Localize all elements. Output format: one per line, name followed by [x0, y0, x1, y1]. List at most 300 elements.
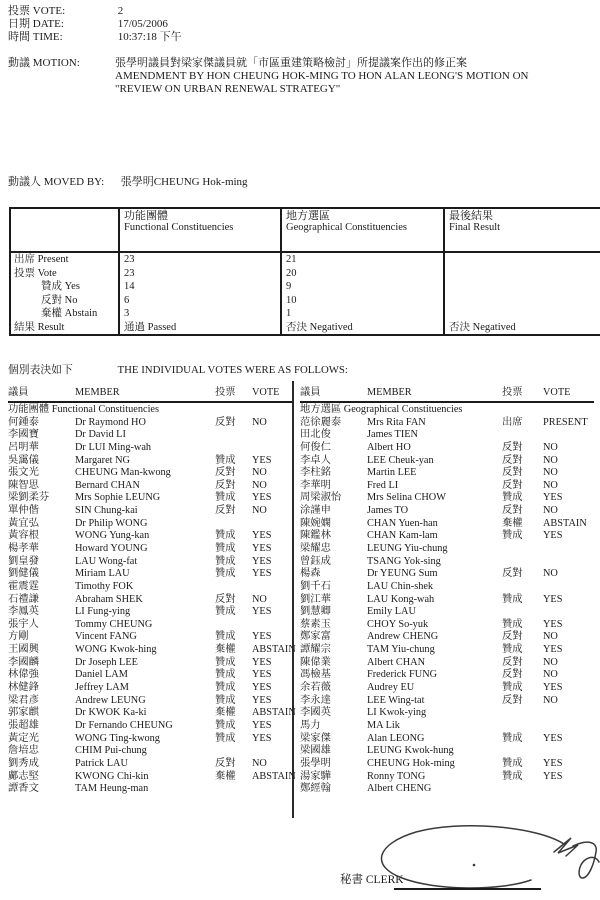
- date-value: 17/05/2006: [117, 18, 168, 30]
- member-row: [8, 644, 296, 657]
- member-vote-en: ABSTAIN: [252, 707, 296, 719]
- member-vote-cn: 贊成: [215, 631, 236, 643]
- member-row: [8, 442, 292, 455]
- functional-section-cn: 功能團體: [8, 404, 50, 415]
- member-name-cn: 梁耀忠: [300, 543, 331, 554]
- member-name-en: Margaret NG: [75, 454, 130, 466]
- member-vote-en: [252, 619, 292, 632]
- member-row: [300, 429, 594, 442]
- individual-votes-intro-cn: 個別表決如下: [8, 364, 73, 376]
- present-gc-value: 21: [281, 252, 444, 267]
- member-vote-cn: [502, 581, 543, 594]
- member-name-en: KWONG Chi-kin: [75, 770, 149, 782]
- member-vote-cn: 反對: [215, 416, 236, 428]
- member-name-cn: 曾鈺成: [300, 555, 331, 567]
- member-name-cn: 涂謹申: [300, 505, 331, 517]
- summary-row-vote: [10, 267, 600, 281]
- member-name-cn: 鄭家富: [300, 631, 331, 643]
- member-name-en: LAU Kong-wah: [367, 593, 435, 605]
- member-row: [300, 733, 594, 746]
- member-vote-en: YES: [252, 732, 272, 744]
- member-name-cn: 何鍾泰: [8, 416, 39, 428]
- member-row: [300, 581, 594, 594]
- member-name-cn: 蔡素玉: [300, 618, 331, 630]
- member-vote-en: YES: [252, 682, 272, 694]
- member-vote-cn: 反對: [502, 669, 523, 681]
- member-row: [8, 594, 292, 607]
- member-row: [300, 771, 594, 784]
- time-row: [8, 31, 182, 44]
- member-name-en: Dr Raymond HO: [75, 416, 146, 428]
- vote-fc-value: 23: [119, 267, 281, 281]
- member-vote-en: [543, 720, 594, 733]
- summary-corner-cell: [10, 208, 119, 252]
- member-name-en: Jeffrey LAM: [75, 682, 129, 694]
- member-vote-cn: 反對: [215, 505, 236, 517]
- member-name-en: CHEUNG Hok-ming: [367, 757, 455, 769]
- member-name-en: Vincent FANG: [75, 631, 137, 643]
- member-vote-en: YES: [252, 694, 272, 706]
- member-row: [8, 606, 292, 619]
- member-vote-cn: [215, 783, 252, 796]
- member-vote-cn: 贊成: [502, 618, 523, 630]
- member-name-en: Patrick LAU: [75, 757, 128, 769]
- geographical-section-title: [300, 404, 594, 417]
- member-name-en: Audrey EU: [367, 682, 415, 694]
- member-name-cn: 吳靄儀: [8, 454, 39, 466]
- member-row: [8, 581, 292, 594]
- member-vote-en: NO: [543, 669, 558, 681]
- member-name-cn: 霍震霆: [8, 580, 39, 592]
- member-vote-cn: 贊成: [215, 530, 236, 542]
- member-vote-en: YES: [252, 530, 272, 542]
- present-fr-value: [444, 252, 600, 267]
- member-vote-en: NO: [543, 454, 558, 466]
- member-vote-cn: [502, 606, 543, 619]
- member-vote-cn: 贊成: [502, 530, 523, 542]
- member-name-cn: 李華明: [300, 479, 331, 491]
- member-vote-cn: 反對: [215, 479, 236, 491]
- no-fc-value: 6: [119, 294, 281, 308]
- member-row: [8, 695, 292, 708]
- member-name-cn: 劉皇發: [8, 555, 39, 567]
- member-name-en: LEE Cheuk-yan: [367, 454, 434, 466]
- member-vote-en: YES: [543, 770, 563, 782]
- member-name-cn: 黃宜弘: [8, 517, 39, 529]
- member-name-cn: 方剛: [8, 631, 29, 643]
- member-vote-cn: 反對: [215, 467, 236, 479]
- member-vote-cn: 反對: [215, 593, 236, 605]
- member-vote-en: [543, 429, 594, 442]
- member-name-en: Andrew CHENG: [367, 631, 439, 643]
- member-vote-en: YES: [543, 618, 563, 630]
- abstain-label: 棄權 Abstain: [10, 307, 119, 321]
- member-name-en: Dr YEUNG Sum: [367, 568, 438, 580]
- member-row: [8, 505, 292, 518]
- moved-by-label: 動議人 MOVED BY:: [8, 176, 105, 188]
- member-vote-en: NO: [543, 568, 558, 580]
- member-row: [300, 783, 594, 796]
- member-name-en: CHAN Kam-lam: [367, 530, 438, 542]
- member-vote-cn: 反對: [502, 568, 523, 580]
- member-name-cn: 陳智思: [8, 479, 39, 491]
- member-vote-cn: 反對: [502, 656, 523, 668]
- functional-member-list: [8, 416, 296, 796]
- member-name-cn: 張學明: [300, 757, 331, 769]
- member-vote-en: YES: [252, 555, 272, 567]
- individual-votes-intro: [8, 364, 348, 377]
- member-vote-cn: 贊成: [502, 492, 523, 504]
- member-vote-cn: 棄權: [502, 517, 523, 529]
- member-row: [300, 720, 594, 733]
- member-name-cn: 陳鑑林: [300, 530, 331, 542]
- member-vote-en: NO: [252, 479, 267, 491]
- member-vote-en: YES: [543, 492, 563, 504]
- member-name-cn: 余若薇: [300, 682, 331, 694]
- member-vote-en: [252, 518, 292, 531]
- member-vote-en: NO: [543, 631, 558, 643]
- member-name-en: LEE Wing-tat: [367, 694, 425, 706]
- abstain-fc-value: 3: [119, 307, 281, 321]
- member-vote-en: [543, 783, 594, 796]
- vote-header-en: VOTE: [252, 387, 280, 398]
- member-name-cn: 譚香文: [8, 783, 39, 795]
- vote-fr-value: [444, 267, 600, 281]
- summary-col-geographical: [281, 208, 444, 252]
- member-name-en: LI Kwok-ying: [367, 707, 427, 719]
- member-vote-cn: 贊成: [215, 568, 236, 580]
- motion-line-english-1: AMENDMENT BY HON CHEUNG HOK-MING TO HON ALAN LEONG'S MOTION ON: [115, 69, 529, 82]
- member-name-cn: 李鳳英: [8, 606, 39, 618]
- member-vote-cn: 反對: [502, 694, 523, 706]
- member-name-en: Mrs Sophie LEUNG: [75, 492, 161, 504]
- vote-header-cn: 投票: [502, 387, 523, 398]
- member-vote-en: [252, 745, 292, 758]
- present-label: 出席 Present: [10, 252, 119, 267]
- member-name-en: James TO: [367, 505, 409, 517]
- member-row: [8, 682, 292, 695]
- abstain-fr-value: [444, 307, 600, 321]
- member-name-en: Dr David LI: [75, 429, 126, 441]
- member-row: [300, 758, 594, 771]
- member-name-cn: 張文光: [8, 467, 39, 479]
- vote-number-label: 投票 VOTE:: [8, 5, 66, 17]
- moved-by-value: 張學明CHEUNG Hok-ming: [120, 176, 248, 188]
- member-name-en: Daniel LAM: [75, 669, 128, 681]
- member-vote-en: NO: [252, 757, 267, 769]
- member-row: [8, 631, 292, 644]
- member-name-en: LI Fung-ying: [75, 606, 131, 618]
- member-vote-cn: 反對: [502, 631, 523, 643]
- member-vote-cn: 贊成: [215, 492, 236, 504]
- member-row: [8, 619, 292, 632]
- member-vote-cn: [215, 745, 252, 758]
- result-gc-value: 否決 Negatived: [281, 321, 444, 336]
- member-name-en: WONG Yung-kan: [75, 530, 150, 542]
- member-vote-en: NO: [543, 694, 558, 706]
- member-name-cn: 湯家驊: [300, 770, 331, 782]
- motion-block: [8, 57, 585, 95]
- member-vote-cn: 反對: [502, 441, 523, 453]
- member-vote-cn: 棄權: [215, 644, 236, 656]
- member-vote-cn: 出席: [502, 416, 523, 428]
- member-vote-cn: 贊成: [215, 656, 236, 668]
- column-divider-line: [292, 381, 294, 818]
- member-name-cn: 梁劉柔芬: [8, 492, 50, 504]
- member-name-en: Dr Philip WONG: [75, 517, 148, 529]
- member-vote-cn: [502, 543, 543, 556]
- summary-row-result: [10, 321, 600, 336]
- member-name-en: CHIM Pui-chung: [75, 745, 147, 757]
- member-vote-cn: 贊成: [215, 694, 236, 706]
- no-fr-value: [444, 294, 600, 308]
- member-row: [8, 480, 292, 493]
- member-name-en: CHAN Yuen-han: [367, 517, 438, 529]
- functional-column-header: [8, 386, 292, 403]
- member-name-cn: 張超雄: [8, 719, 39, 731]
- member-vote-en: NO: [252, 467, 267, 479]
- member-name-cn: 梁君彥: [8, 694, 39, 706]
- member-name-en: SIN Chung-kai: [75, 505, 138, 517]
- member-row: [8, 758, 292, 771]
- member-name-en: Albert HO: [367, 441, 411, 453]
- vote-summary-table: [9, 207, 600, 336]
- member-vote-en: NO: [252, 505, 267, 517]
- member-vote-en: [252, 783, 292, 796]
- vote-number-value: 2: [117, 5, 124, 17]
- member-vote-cn: 贊成: [215, 606, 236, 618]
- member-name-en: Martin LEE: [367, 467, 417, 479]
- member-vote-en: YES: [252, 719, 272, 731]
- member-name-en: Mrs Selina CHOW: [367, 492, 446, 504]
- member-name-en: Abraham SHEK: [75, 593, 143, 605]
- member-name-cn: 李柱銘: [300, 467, 331, 479]
- yes-label: 贊成 Yes: [10, 280, 119, 294]
- member-name-en: Emily LAU: [367, 606, 416, 618]
- member-vote-en: YES: [252, 656, 272, 668]
- member-row: [8, 530, 292, 543]
- member-vote-en: [543, 606, 594, 619]
- member-row: [8, 455, 292, 468]
- member-name-en: James TIEN: [367, 429, 418, 441]
- member-name-cn: 林健鋒: [8, 682, 39, 694]
- member-row: [300, 543, 594, 556]
- document-header: [8, 5, 182, 44]
- member-header-en: MEMBER: [75, 387, 120, 398]
- member-vote-cn: [502, 745, 543, 758]
- date-row: [8, 18, 182, 31]
- member-vote-cn: 贊成: [502, 732, 523, 744]
- member-vote-en: YES: [543, 757, 563, 769]
- member-row: [300, 695, 594, 708]
- motion-line-english-2: "REVIEW ON URBAN RENEWAL STRATEGY": [115, 82, 341, 95]
- member-name-cn: 陳婉嫻: [300, 517, 331, 529]
- member-vote-cn: [502, 783, 543, 796]
- summary-row-yes: [10, 280, 600, 294]
- member-name-cn: 王國興: [8, 644, 39, 656]
- member-vote-en: NO: [543, 479, 558, 491]
- member-vote-cn: [215, 581, 252, 594]
- member-row: [8, 770, 296, 784]
- vote-number-row: [8, 5, 182, 18]
- member-row: [8, 429, 292, 442]
- member-name-en: Bernard CHAN: [75, 479, 140, 491]
- functional-votes-column: [8, 386, 296, 796]
- member-vote-cn: 反對: [502, 467, 523, 479]
- member-vote-en: [252, 429, 292, 442]
- member-vote-en: [543, 543, 594, 556]
- member-row: [8, 467, 292, 480]
- member-name-en: Tommy CHEUNG: [75, 618, 153, 630]
- member-vote-en: [543, 707, 594, 720]
- member-name-en: LAU Chin-shek: [367, 580, 434, 592]
- member-name-en: LAU Wong-fat: [75, 555, 138, 567]
- member-name-en: Dr KWOK Ka-ki: [75, 707, 147, 719]
- member-vote-en: ABSTAIN: [252, 770, 296, 782]
- member-vote-en: YES: [543, 682, 563, 694]
- member-vote-cn: 贊成: [215, 454, 236, 466]
- member-row: [300, 568, 594, 581]
- member-row: [300, 644, 594, 657]
- member-vote-cn: 贊成: [502, 757, 523, 769]
- individual-votes-intro-en: THE INDIVIDUAL VOTES WERE AS FOLLOWS:: [117, 364, 348, 376]
- member-name-en: Miriam LAU: [75, 568, 130, 580]
- member-name-cn: 馮檢基: [300, 669, 331, 681]
- clerk-signature-line: [394, 888, 541, 890]
- member-row: [300, 619, 594, 632]
- member-vote-en: [543, 556, 594, 569]
- time-value: 10:37:18 下午: [117, 31, 182, 43]
- member-name-cn: 詹培忠: [8, 745, 39, 757]
- member-name-cn: 黃定光: [8, 732, 39, 744]
- functional-section-en: Functional Constituencies: [51, 404, 160, 415]
- functional-section-title: [8, 404, 292, 417]
- member-name-cn: 李國麟: [8, 656, 39, 668]
- member-vote-en: NO: [252, 593, 267, 605]
- motion-text: [115, 57, 585, 95]
- vote-label: 投票 Vote: [10, 267, 119, 281]
- member-name-cn: 李卓人: [300, 454, 331, 466]
- member-name-cn: 黃容根: [8, 530, 39, 542]
- moved-by-row: [8, 176, 248, 189]
- member-vote-cn: 棄權: [215, 707, 236, 719]
- member-name-en: LEUNG Kwok-hung: [367, 745, 454, 757]
- member-vote-en: ABSTAIN: [543, 517, 587, 529]
- member-name-cn: 劉秀成: [8, 757, 39, 769]
- member-name-cn: 李國寶: [8, 429, 39, 441]
- member-name-cn: 譚耀宗: [300, 644, 331, 656]
- member-vote-en: YES: [252, 606, 272, 618]
- member-vote-cn: 贊成: [215, 669, 236, 681]
- member-name-cn: 劉千石: [300, 580, 331, 592]
- member-name-en: Dr Joseph LEE: [75, 656, 138, 668]
- member-row: [300, 682, 594, 695]
- summary-row-present: [10, 252, 600, 267]
- summary-row-abstain: [10, 307, 600, 321]
- member-name-cn: 劉江華: [300, 593, 331, 605]
- member-vote-cn: 贊成: [502, 593, 523, 605]
- member-row: [8, 657, 292, 670]
- member-vote-en: YES: [543, 644, 563, 656]
- member-name-cn: 周梁淑怡: [300, 492, 342, 504]
- member-name-en: Ronny TONG: [367, 770, 426, 782]
- member-row: [300, 669, 594, 682]
- member-vote-en: YES: [252, 568, 272, 580]
- member-vote-cn: 贊成: [215, 719, 236, 731]
- member-row: [8, 518, 292, 531]
- member-row: [8, 568, 292, 581]
- member-row: [8, 707, 296, 720]
- member-vote-cn: [215, 429, 252, 442]
- member-vote-en: YES: [252, 631, 272, 643]
- member-vote-en: YES: [543, 530, 563, 542]
- member-name-en: Dr Fernando CHEUNG: [75, 719, 173, 731]
- member-name-cn: 郭家麒: [8, 707, 39, 719]
- member-row: [8, 543, 292, 556]
- member-name-en: Fred LI: [367, 479, 399, 491]
- member-name-cn: 田北俊: [300, 429, 331, 441]
- geographical-header-en: Geographical Constituencies: [286, 222, 408, 233]
- member-name-cn: 劉健儀: [8, 568, 39, 580]
- final-result-header-en: Final Result: [449, 222, 501, 233]
- member-name-cn: 劉慧卿: [300, 606, 331, 618]
- vote-gc-value: 20: [281, 267, 444, 281]
- member-vote-cn: 反對: [502, 454, 523, 466]
- member-vote-en: NO: [543, 467, 558, 479]
- member-name-en: Andrew LEUNG: [75, 694, 146, 706]
- member-vote-cn: [502, 429, 543, 442]
- abstain-gc-value: 1: [281, 307, 444, 321]
- member-name-en: LEUNG Yiu-chung: [367, 543, 448, 554]
- member-vote-cn: 反對: [502, 479, 523, 491]
- member-row: [8, 733, 292, 746]
- result-fc-value: 通過 Passed: [119, 321, 281, 336]
- member-vote-cn: 棄權: [215, 770, 236, 782]
- member-row: [300, 594, 594, 607]
- member-name-cn: 鄭經翰: [300, 783, 331, 795]
- member-vote-cn: 贊成: [502, 644, 523, 656]
- member-row: [300, 657, 594, 670]
- member-vote-en: YES: [252, 669, 272, 681]
- member-row: [300, 505, 594, 518]
- member-row: [300, 455, 594, 468]
- member-row: [300, 442, 594, 455]
- member-vote-cn: 贊成: [215, 555, 236, 567]
- clerk-label: [340, 873, 404, 887]
- vote-header-cn: 投票: [215, 387, 236, 398]
- member-name-en: TAM Heung-man: [75, 783, 149, 795]
- functional-header-en: Functional Constituencies: [124, 222, 234, 233]
- member-row: [300, 556, 594, 569]
- member-name-en: WONG Kwok-hing: [75, 644, 157, 656]
- member-vote-cn: [215, 442, 252, 455]
- time-label: 時間 TIME:: [8, 31, 63, 43]
- member-name-en: CHOY So-yuk: [367, 618, 429, 630]
- member-row: [8, 783, 292, 796]
- member-name-en: MA Lik: [367, 719, 400, 731]
- present-fc-value: 23: [119, 252, 281, 267]
- member-vote-en: NO: [543, 505, 558, 517]
- member-header-cn: 議員: [8, 387, 29, 398]
- member-name-en: WONG Ting-kwong: [75, 732, 160, 744]
- member-vote-en: NO: [252, 416, 267, 428]
- yes-fc-value: 14: [119, 280, 281, 294]
- member-name-en: Frederick FUNG: [367, 669, 438, 681]
- member-name-en: Alan LEONG: [367, 732, 425, 744]
- member-name-cn: 梁家傑: [300, 732, 331, 744]
- member-vote-cn: 贊成: [215, 543, 236, 554]
- member-name-en: Howard YOUNG: [75, 543, 148, 554]
